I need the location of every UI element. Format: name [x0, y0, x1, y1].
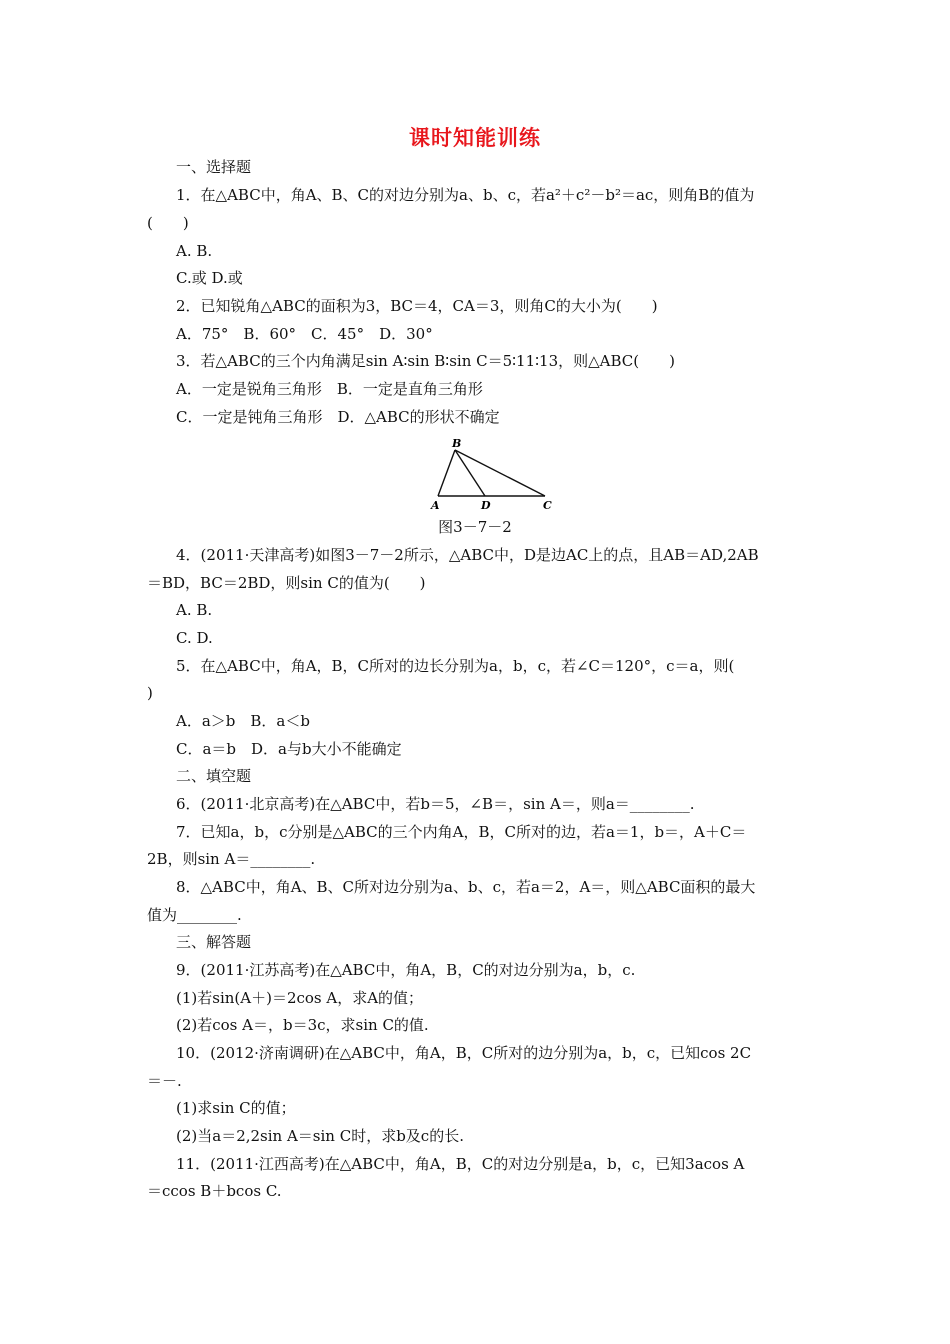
text-line: ＝ccos B＋bcos C. — [147, 1182, 282, 1200]
text-line: 6．(2011·北京高考)在△ABC中，若b＝5，∠B＝，sin A＝，则a＝________. — [176, 795, 695, 813]
text-line: C．a＝b D．a与b大小不能确定 — [176, 740, 402, 758]
text-line: ＝BD，BC＝2BD，则sin C的值为( ) — [147, 574, 426, 592]
text-line: A. B. — [176, 242, 213, 260]
page-title: 课时知能训练 — [409, 126, 541, 150]
figure-caption: 图3－7－2 — [438, 518, 512, 536]
text-line: ) — [147, 684, 153, 702]
label-b: B — [452, 437, 462, 450]
text-line: 值为________. — [147, 906, 242, 924]
text-line: (1)若sin(A＋)＝2cos A，求A的值； — [176, 989, 424, 1007]
edge-bc — [455, 450, 545, 496]
text-line: 三、解答题 — [176, 933, 252, 951]
label-d: D — [481, 499, 491, 511]
triangle-figure — [425, 436, 555, 511]
text-line: A．一定是锐角三角形 B．一定是直角三角形 — [176, 380, 483, 398]
text-line: ( ) — [147, 214, 189, 232]
text-line: C.或 D.或 — [176, 269, 243, 287]
text-line: 10．(2012·济南调研)在△ABC中，角A，B，C所对的边分别为a，b，c，已知cos 2C — [176, 1044, 752, 1062]
text-line: 5．在△ABC中，角A，B，C所对的边长分别为a，b，c，若∠C＝120°，c＝a，则( — [176, 657, 735, 675]
text-line: 1．在△ABC中，角A、B、C的对边分别为a、b、c，若a²＋c²－b²＝ac，则角B的值为 — [176, 186, 755, 204]
text-line: 11．(2011·江西高考)在△ABC中，角A，B，C的对边分别是a，b，c，已知3acos A — [176, 1155, 745, 1173]
text-line: A. B. — [176, 601, 213, 619]
text-line: 9．(2011·江苏高考)在△ABC中，角A，B，C的对边分别为a，b，c. — [176, 961, 636, 979]
label-a: A — [431, 499, 440, 511]
text-line: (2)当a＝2,2sin A＝sin C时，求b及c的长. — [176, 1127, 464, 1145]
text-line: C．一定是钝角三角形 D．△ABC的形状不确定 — [176, 408, 500, 426]
text-line: 一、选择题 — [176, 158, 252, 176]
text-line: (2)若cos A＝，b＝3c，求sin C的值. — [176, 1016, 429, 1034]
text-line: 4．(2011·天津高考)如图3－7－2所示，△ABC中，D是边AC上的点，且AB＝AD,2AB — [176, 546, 759, 564]
text-line: 8．△ABC中，角A、B、C所对边分别为a、b、c，若a＝2，A＝，则△ABC面积的最大 — [176, 878, 756, 896]
text-line: 3．若△ABC的三个内角满足sin A∶sin B∶sin C＝5∶11∶13，则△ABC( ) — [176, 352, 675, 370]
text-line: (1)求sin C的值； — [176, 1099, 296, 1117]
text-line: 2．已知锐角△ABC的面积为3，BC＝4，CA＝3，则角C的大小为( ) — [176, 297, 658, 315]
text-line: 7．已知a，b，c分别是△ABC的三个内角A，B，C所对的边，若a＝1，b＝，A＋C＝ — [176, 823, 747, 841]
text-line: 二、填空题 — [176, 767, 252, 785]
text-line: C. D. — [176, 629, 213, 647]
text-line: A．75° B．60° C．45° D．30° — [176, 325, 433, 343]
label-c: C — [543, 499, 552, 511]
text-line: ＝－. — [147, 1072, 182, 1090]
text-line: A．a＞b B．a＜b — [176, 712, 310, 730]
text-line: 2B，则sin A＝________. — [147, 850, 316, 868]
edge-ab — [438, 450, 455, 496]
